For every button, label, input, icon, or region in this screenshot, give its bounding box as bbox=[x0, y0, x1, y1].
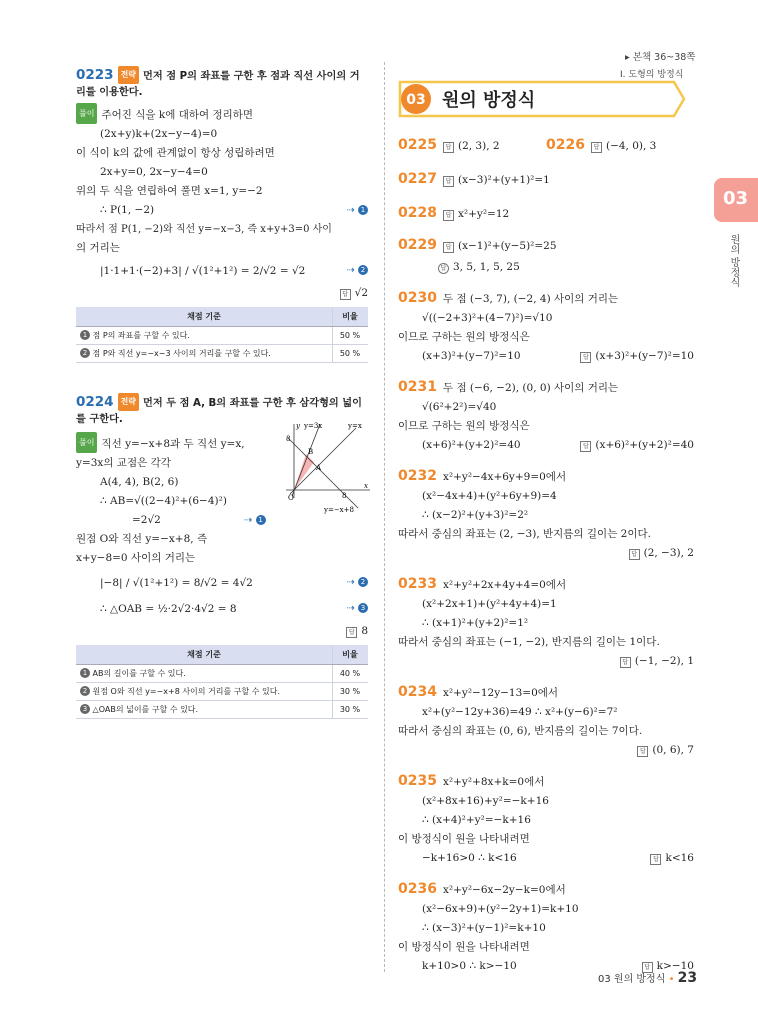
graph-label: O bbox=[288, 494, 294, 502]
table-row: 2 점 P와 직선 y=−x−3 사이의 거리를 구할 수 있다. 50 % bbox=[76, 345, 368, 363]
graph-label: y bbox=[296, 422, 300, 430]
distance-formula: |−8| / √(1²+1²) = 8/√2 = 4√2 ⇢ 2 bbox=[76, 570, 368, 596]
solution-line: 원점 O와 직선 y=−x+8, 즉 bbox=[76, 533, 208, 545]
step-marker: ⇢ 2 bbox=[346, 570, 368, 596]
graph-label: A bbox=[316, 464, 322, 472]
solution-line: 의 거리는 bbox=[76, 242, 120, 254]
solution-line: 이 식이 k의 값에 관계없이 항상 성립하려면 bbox=[76, 147, 275, 159]
problem-0232: 0232 x²+y²−4x+6y+9=0에서 (x²−4x+4)+(y²+6y+9)=4 ∴ (x−2)²+(y+3)²=2² 따라서 중심의 좌표는 (2, −3), 반지름의 길이는 2이다. 답 (2, −3), 2 bbox=[398, 468, 694, 559]
graph-label: 8 bbox=[286, 435, 291, 443]
solution-line: =2√2 ⇢ 1 bbox=[76, 511, 368, 530]
answer-icon: 답 bbox=[346, 627, 357, 638]
solution-line: A(4, 4), B(2, 6) bbox=[100, 476, 179, 488]
step-marker: ⇢ 2 bbox=[346, 258, 368, 284]
graph-label: y=−x+8 bbox=[324, 506, 354, 514]
problem-strategy: 먼저 두 점 A, B의 좌표를 구한 후 삼각형의 넓이를 구한다. bbox=[76, 398, 362, 425]
step-marker: ⇢ 3 bbox=[346, 596, 368, 622]
problem-0236: 0236 x²+y²−6x−2y−k=0에서 (x²−6x+9)+(y²−2y+1)=k+10 ∴ (x−3)²+(y−1)²=k+10 이 방정식이 원을 나타내려면 k+10>0 ∴ k>−10 답 k>−10 bbox=[398, 881, 694, 972]
problem-0234: 0234 x²+y²−12y−13=0에서 x²+(y²−12y+36)=49 ∴ x²+(y−6)²=7² 따라서 중심의 좌표는 (0, 6), 반지름의 길이는 7이다. 답 (0, 6), 7 bbox=[398, 684, 694, 756]
problem-0233: 0233 x²+y²+2x+4y+4=0에서 (x²+2x+1)+(y²+4y+4)=1 ∴ (x+1)²+(y+2)²=1² 따라서 중심의 좌표는 (−1, −2), 반지름의 길이는 1이다. 답 (−1, −2), 1 bbox=[398, 576, 694, 667]
page-reference: ▸ 본책 36~38쪽 bbox=[625, 52, 696, 63]
solution-tag: 풀이 bbox=[76, 103, 97, 124]
triangle-oab-shading bbox=[294, 454, 314, 490]
graph-label: x bbox=[364, 482, 368, 490]
solution-line: 위의 두 식을 연립하여 풀면 x=1, y=−2 bbox=[76, 185, 263, 197]
problem-strategy: 먼저 점 P의 좌표를 구한 후 점과 직선 사이의 거리를 이용한다. bbox=[76, 71, 360, 98]
solution-line: ∴ AB=√((2−4)²+(6−4)²) bbox=[100, 495, 227, 507]
page-footer bbox=[598, 970, 697, 986]
problem-number: 0223 bbox=[76, 67, 114, 83]
grading-header: 비율 bbox=[333, 645, 369, 665]
answer-line bbox=[76, 622, 368, 641]
solution-line: 풀이 주어진 식을 k에 대하여 정리하면 bbox=[76, 103, 368, 125]
problem-0230: 0230 두 점 (−3, 7), (−2, 4) 사이의 거리는 √((−2+3)²+(4−7)²)=√10 이므로 구하는 원의 방정식은 (x+3)²+(y−7)²=10 답 (x+3)²+(y−7)²=10 bbox=[398, 290, 694, 362]
grading-header: 채점 기준 bbox=[76, 307, 333, 327]
graph-label: B bbox=[308, 448, 314, 456]
answer-icon: 답 bbox=[340, 289, 351, 300]
table-row: 1 AB의 길이를 구할 수 있다. 40 % bbox=[76, 665, 368, 683]
problem-0235: 0235 x²+y²+8x+k=0에서 (x²+8x+16)+y²=−k+16 ∴ (x+4)²+y²=−k+16 이 방정식이 원을 나타내려면 −k+16>0 ∴ k<16 답 k<16 bbox=[398, 773, 694, 864]
left-column bbox=[76, 66, 368, 719]
grading-table-0223 bbox=[76, 307, 368, 363]
solution-tag: 풀이 bbox=[76, 432, 97, 453]
solution-line: 따라서 점 P(1, −2)와 직선 y=−x−3, 즉 x+y+3=0 사이 bbox=[76, 224, 332, 235]
solution-line: ∴ P(1, −2) ⇢ 1 bbox=[76, 201, 368, 220]
step-marker: ⇢ 1 bbox=[244, 511, 266, 530]
solution-line: y=3x의 교점은 각각 bbox=[76, 457, 171, 469]
page-number: 23 bbox=[677, 970, 698, 986]
answer-line bbox=[76, 284, 368, 303]
area-formula: ∴ △OAB = ½·2√2·4√2 = 8 ⇢ 3 bbox=[76, 596, 368, 622]
graph-label: y=x bbox=[348, 422, 362, 430]
step-marker: ⇢ 1 bbox=[346, 201, 368, 220]
problem-0223-heading bbox=[76, 66, 368, 101]
side-chapter-tab bbox=[714, 178, 758, 222]
strategy-tag: 전략 bbox=[118, 66, 139, 84]
problem-0229-blanks: 답 3, 5, 1, 5, 25 bbox=[398, 258, 694, 277]
solution-line: x+y−8=0 사이의 거리는 bbox=[76, 552, 196, 564]
table-row: 3 △OAB의 넓이를 구할 수 있다. 30 % bbox=[76, 701, 368, 719]
solution-line: 풀이 직선 y=−x+8과 두 직선 y=x, bbox=[76, 432, 368, 454]
table-row: 2 원점 O와 직선 y=−x+8 사이의 거리를 구할 수 있다. 30 % bbox=[76, 683, 368, 701]
chapter-number: 03 bbox=[406, 92, 426, 108]
column-divider bbox=[384, 62, 386, 972]
right-column bbox=[398, 130, 694, 976]
footer-dot: • bbox=[668, 974, 675, 985]
distance-formula: |1·1+1·(−2)+3| / √(1²+1²) = 2/√2 = √2 ⇢ 2 bbox=[76, 258, 368, 284]
problem-0229: 0229 답 (x−1)²+(y−5)²=25 bbox=[398, 237, 557, 253]
strategy-tag: 전략 bbox=[118, 393, 139, 411]
side-tab-number: 03 bbox=[723, 188, 749, 209]
section-subtitle: I. 도형의 방정식 bbox=[620, 70, 684, 80]
graph-label: y=3x bbox=[304, 422, 323, 430]
answer: 8 bbox=[361, 625, 368, 637]
graph-triangle-oab bbox=[280, 420, 372, 516]
footer-chapter: 03 원의 방정식 bbox=[598, 974, 666, 985]
grading-table-0224 bbox=[76, 645, 368, 719]
problem-0227: 0227 답 (x−3)²+(y+1)²=1 bbox=[398, 171, 550, 187]
problem-0231: 0231 두 점 (−6, −2), (0, 0) 사이의 거리는 √(6²+2²)=√40 이므로 구하는 원의 방정식은 (x+6)²+(y+2)²=40 답 (x+6)²+(y+2)²=40 bbox=[398, 379, 694, 451]
graph-label: 8 bbox=[342, 492, 347, 500]
problem-number: 0224 bbox=[76, 394, 114, 410]
answer: √2 bbox=[354, 287, 368, 299]
solution-line: 2x+y=0, 2x−y−4=0 bbox=[100, 166, 208, 178]
solution-line: (2x+y)k+(2x−y−4)=0 bbox=[100, 128, 218, 140]
chapter-banner bbox=[398, 80, 686, 118]
grading-header: 채점 기준 bbox=[76, 645, 333, 665]
grading-header: 비율 bbox=[333, 307, 369, 327]
problem-0225-0226: 0225 답 (2, 3), 2 0226 답 (−4, 0), 3 bbox=[398, 137, 657, 153]
problem-0228: 0228 답 x²+y²=12 bbox=[398, 205, 510, 221]
table-row: 1 점 P의 좌표를 구할 수 있다. 50 % bbox=[76, 327, 368, 345]
side-tab-text: 원의 방정식 bbox=[728, 234, 739, 288]
chapter-title: 원의 방정식 bbox=[442, 90, 536, 111]
